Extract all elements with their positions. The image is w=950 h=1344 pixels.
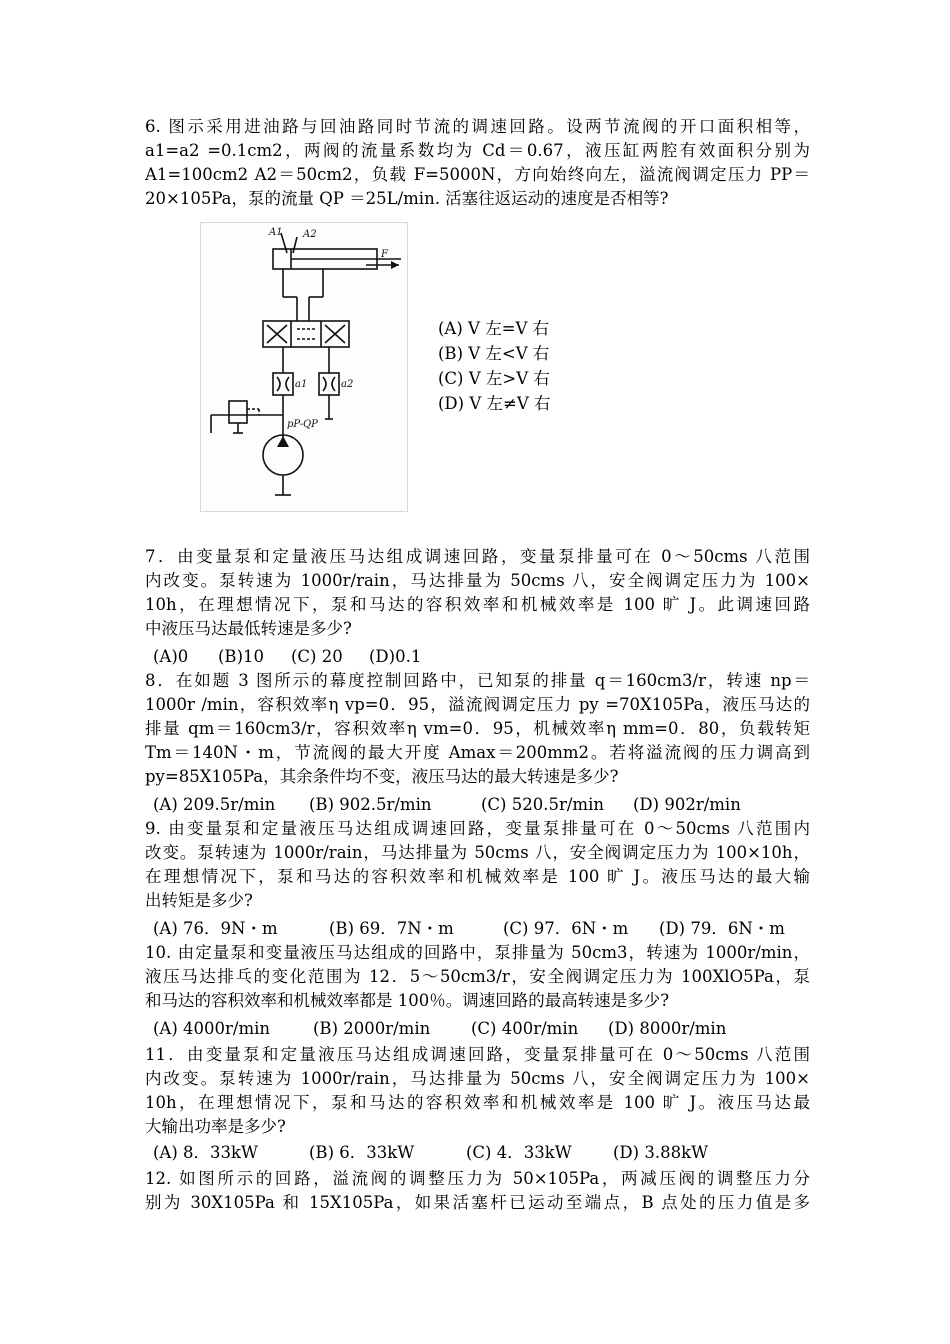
q11-line-3: 10h，在理想情况下，泵和马达的容积效率和机械效率是 100 旷 J。液压马达最 — [145, 1093, 810, 1112]
label-pump: pP-QP — [287, 419, 318, 430]
q7-line-2: 内改变。泵转速为 1000r/rain，马达排量为 50cms 八，安全阀调定压力为 100× — [145, 571, 810, 590]
label-a1: A1 — [269, 227, 283, 238]
q10-line-1: 10. 由定量泵和变量液压马达组成的回路中，泵排量为 50cm3，转速为 1000r/min， — [145, 943, 810, 962]
q10-option-a[interactable]: (A) 4000r/min — [153, 1019, 271, 1038]
q9-line-2: 改变。泵转速为 1000r/rain，马达排量为 50cms 八，安全阀调定压力为 100×10h， — [145, 843, 810, 862]
throttle-valve-2 — [319, 373, 339, 395]
circuit-diagram — [201, 223, 407, 511]
q10-option-b[interactable]: (B) 2000r/min — [313, 1019, 431, 1038]
q12-line-2: 别为 30X105Pa 和 15X105Pa，如果活塞杆已运动至端点，B 点处的压力值是多 — [145, 1193, 810, 1212]
q9-option-a[interactable]: (A) 76．9N・m — [153, 919, 278, 938]
q11-line-2: 内改变。泵转速为 1000r/rain，马达排量为 50cms 八，安全阀调定压力为 100× — [145, 1069, 810, 1088]
label-valve1: a1 — [295, 379, 308, 390]
q9-option-c[interactable]: (C) 97．6N・m — [503, 919, 629, 938]
q6-line-2: a1=a2 =0.1cm2，两阀的流量系数均为 Cd＝0.67，液压缸两腔有效面积分别为 — [145, 141, 810, 160]
q6-line-1: 6. 图示采用进油路与回油路同时节流的调速回路。设两节流阀的开口面积相等， — [145, 117, 810, 136]
q11-option-a[interactable]: (A) 8．33kW — [153, 1143, 258, 1162]
q8-option-d[interactable]: (D) 902r/min — [633, 795, 741, 814]
q8-option-c[interactable]: (C) 520.5r/min — [481, 795, 604, 814]
q7-line-1: 7．由变量泵和定量液压马达组成调速回路，变量泵排量可在 0～50cms 八范围 — [145, 547, 810, 566]
q7-option-a[interactable]: (A)0 — [153, 647, 189, 666]
q9-line-4: 出转矩是多少? — [145, 891, 253, 910]
q6-option-b[interactable]: (B) V 左<V 右 — [438, 344, 550, 363]
q9-option-b[interactable]: (B) 69．7N・m — [329, 919, 454, 938]
q9-line-1: 9. 由变量泵和定量液压马达组成调速回路，变量泵排量可在 0～50cms 八范围内 — [145, 819, 810, 838]
q11-option-c[interactable]: (C) 4．33kW — [466, 1143, 572, 1162]
q11-line-1: 11．由变量泵和定量液压马达组成调速回路，变量泵排量可在 0～50cms 八范围 — [145, 1045, 810, 1064]
q6-options — [438, 316, 551, 416]
q11-option-d[interactable]: (D) 3.88kW — [613, 1143, 709, 1162]
label-a2: A2 — [303, 229, 317, 240]
q10-option-d[interactable]: (D) 8000r/min — [608, 1019, 727, 1038]
q11-line-4: 大输出功率是多少? — [145, 1117, 286, 1136]
q8-option-b[interactable]: (B) 902.5r/min — [309, 795, 432, 814]
q6-line-4: 20×105Pa，泵的流量 QP ＝25L/min. 活塞往返运动的速度是否相等? — [145, 189, 669, 208]
q9-line-3: 在理想情况下，泵和马达的容积效率和机械效率是 100 旷 J。液压马达的最大输 — [145, 867, 810, 886]
q8-line-4: Tm＝140N・m，节流阀的最大开度 Amax＝200mm2。若将溢流阀的压力调高到 — [145, 743, 810, 762]
q11-option-b[interactable]: (B) 6．33kW — [309, 1143, 415, 1162]
q8-line-2: 1000r /min，容积效率η vp=0．95，溢流阀调定压力 py =70X105Pa，液压马达的 — [145, 695, 810, 714]
q10-option-c[interactable]: (C) 400r/min — [471, 1019, 579, 1038]
q7-line-4: 中液压马达最低转速是多少? — [145, 619, 352, 638]
q6-option-d[interactable]: (D) V 左≠V 右 — [438, 394, 551, 413]
q6-line-3: A1=100cm2 A2＝50cm2，负载 F=5000N，方向始终向左，溢流阀调定压力 PP＝ — [145, 165, 810, 184]
q7-line-3: 10h，在理想情况下，泵和马达的容积效率和机械效率是 100 旷 J。此调速回路 — [145, 595, 810, 614]
q6-option-a[interactable]: (A) V 左=V 右 — [438, 319, 550, 338]
q7-option-b[interactable]: (B)10 — [218, 647, 264, 666]
label-valve2: a2 — [341, 379, 354, 390]
label-force: F — [381, 249, 388, 260]
q8-option-a[interactable]: (A) 209.5r/min — [153, 795, 276, 814]
q10-line-3: 和马达的容积效率和机械效率都是 100％。调速回路的最高转速是多少? — [145, 991, 670, 1010]
q8-line-3: 排量 qm＝160cm3/r，容积效率η vm=0．95，机械效率η mm=0．80，负载转矩 — [145, 719, 810, 738]
q8-line-5: py=85X105Pa，其余条件均不变，液压马达的最大转速是多少? — [145, 767, 619, 786]
q7-option-d[interactable]: (D)0.1 — [369, 647, 422, 666]
relief-valve — [229, 401, 247, 423]
throttle-valve-1 — [273, 373, 293, 395]
q12-line-1: 12. 如图所示的回路，溢流阀的调整压力为 50×105Pa，两减压阀的调整压力分 — [145, 1169, 810, 1188]
q7-option-c[interactable]: (C) 20 — [291, 647, 343, 666]
q10-line-2: 液压马达排乓的变化范围为 12．5～50cm3/r，安全阀调定压力为 100XlO5Pa，泵 — [145, 967, 810, 986]
q9-option-d[interactable]: (D) 79．6N・m — [659, 919, 785, 938]
q8-line-1: 8．在如题 3 图所示的幕度控制回路中，已知泵的排量 q＝160cm3/r，转速 np＝ — [145, 671, 810, 690]
hydraulic-circuit-figure — [200, 222, 408, 512]
q6-option-c[interactable]: (C) V 左>V 右 — [438, 369, 550, 388]
